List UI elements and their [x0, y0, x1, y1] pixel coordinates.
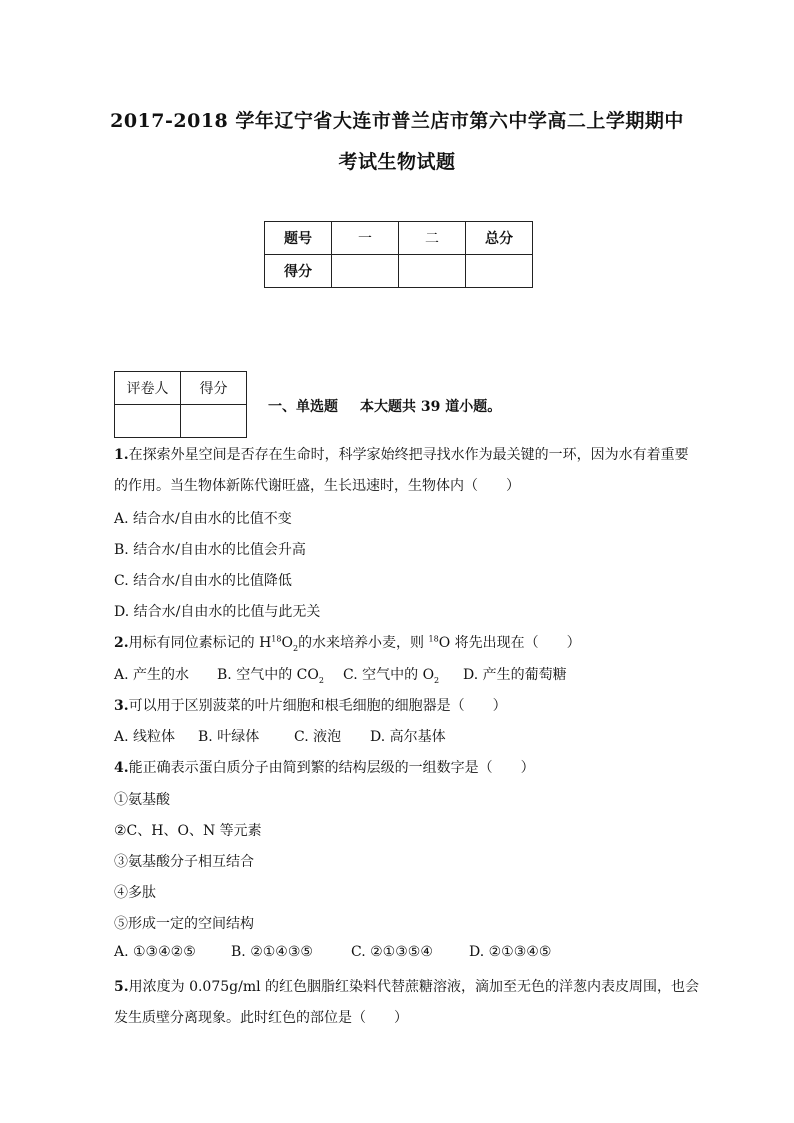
question-4-item: ⑤形成一定的空间结构 — [114, 916, 254, 932]
document-title-line2: 考试生物试题 — [338, 151, 456, 173]
score-table-header-cell: 二 — [399, 222, 466, 255]
score-table — [264, 221, 533, 288]
score-cell — [466, 255, 533, 288]
question-number: 2. — [114, 635, 129, 651]
question-3-option-d: D. 高尔基体 — [370, 729, 446, 745]
subscript: 2 — [318, 675, 324, 685]
isotope-superscript: 18 — [271, 634, 282, 644]
question-number: 5. — [114, 979, 129, 995]
grader-cell — [115, 405, 181, 438]
question-4-option-a: A. ①③④②⑤ — [114, 944, 196, 960]
question-5-stem-cont: 发生质壁分离现象。此时红色的部位是（ ） — [114, 1010, 408, 1026]
score-table-score-row — [265, 255, 533, 288]
question-text-part: 的水来培养小麦，则 — [298, 635, 429, 651]
question-1-option-a: A. 结合水/自由水的比值不变 — [114, 511, 292, 527]
question-text-part: O 将先出现在（ ） — [438, 635, 581, 651]
question-3-option-c: C. 液泡 — [294, 729, 342, 745]
question-number: 1. — [114, 447, 129, 463]
question-2-options — [114, 664, 567, 685]
question-1-stem-cont: 的作用。当生物体新陈代谢旺盛，生长迅速时，生物体内（ ） — [114, 478, 520, 494]
question-4-option-c: C. ②①③⑤④ — [351, 944, 433, 960]
question-2-option-a: A. 产生的水 — [114, 667, 190, 683]
score-table-header-cell: 一 — [332, 222, 399, 255]
section-description: 本大题共 39 道小题。 — [360, 399, 502, 415]
document-title-line1: 2017-2018 学年辽宁省大连市普兰店市第六中学高二上学期期中 — [110, 110, 684, 132]
question-5-stem — [114, 976, 699, 996]
question-4-option-b: B. ②①④③⑤ — [231, 944, 313, 960]
question-number: 4. — [114, 760, 129, 776]
question-2-stem — [114, 632, 581, 653]
subscript: 2 — [292, 643, 299, 653]
score-table-header-row — [265, 222, 533, 255]
question-3-option-a: A. 线粒体 — [114, 729, 176, 745]
score-table-header-cell: 题号 — [265, 222, 332, 255]
question-4-item: ④多肽 — [114, 885, 156, 901]
grader-table-header-cell: 得分 — [181, 372, 247, 405]
section-name: 一、单选题 — [268, 399, 338, 415]
question-4-item: ②C、H、O、N 等元素 — [114, 823, 262, 839]
question-text: 在探索外星空间是否存在生命时，科学家始终把寻找水作为最关键的一环，因为水有着重要 — [128, 447, 689, 463]
grader-table — [114, 371, 247, 438]
grader-table-header-row — [115, 372, 247, 405]
question-text: 能正确表示蛋白质分子由简到繁的结构层级的一组数字是（ ） — [128, 760, 535, 776]
question-1-stem — [114, 444, 689, 464]
question-4-item: ③氨基酸分子相互结合 — [114, 854, 254, 870]
subscript: 2 — [434, 675, 440, 685]
question-4-options — [114, 944, 551, 960]
question-2-option-b — [217, 664, 343, 685]
question-4-stem — [114, 757, 535, 777]
score-cell — [399, 255, 466, 288]
question-1-option-b: B. 结合水/自由水的比值会升高 — [114, 542, 306, 558]
score-cell — [332, 255, 399, 288]
isotope-superscript: 18 — [428, 634, 439, 644]
question-2-option-c — [343, 664, 463, 685]
option-text: B. 空气中的 CO — [217, 667, 319, 683]
question-1-option-d: D. 结合水/自由水的比值与此无关 — [114, 604, 321, 620]
question-number: 3. — [114, 698, 129, 714]
question-4-item: ①氨基酸 — [114, 792, 170, 808]
grader-table-blank-row — [115, 405, 247, 438]
question-2-option-d: D. 产生的葡萄糖 — [463, 667, 567, 683]
score-table-header-cell: 总分 — [466, 222, 533, 255]
question-text-part: O — [281, 635, 293, 651]
question-3-options — [114, 726, 446, 746]
question-text: 可以用于区别菠菜的叶片细胞和根毛细胞的细胞器是（ ） — [128, 698, 507, 714]
option-text: C. 空气中的 O — [343, 667, 435, 683]
score-table-row-label: 得分 — [265, 255, 332, 288]
question-text-part: 用标有同位素标记的 H — [128, 635, 272, 651]
question-1-option-c: C. 结合水/自由水的比值降低 — [114, 573, 292, 589]
section-heading — [268, 396, 501, 416]
question-text: 用浓度为 0.075g/ml 的红色胭脂红染料代替蔗糖溶液，滴加至无色的洋葱内表皮周围，也会 — [128, 979, 700, 995]
question-4-option-d: D. ②①③④⑤ — [469, 944, 552, 960]
grader-table-header-cell: 评卷人 — [115, 372, 181, 405]
question-3-stem — [114, 695, 507, 715]
grader-cell — [181, 405, 247, 438]
question-3-option-b: B. 叶绿体 — [198, 729, 260, 745]
